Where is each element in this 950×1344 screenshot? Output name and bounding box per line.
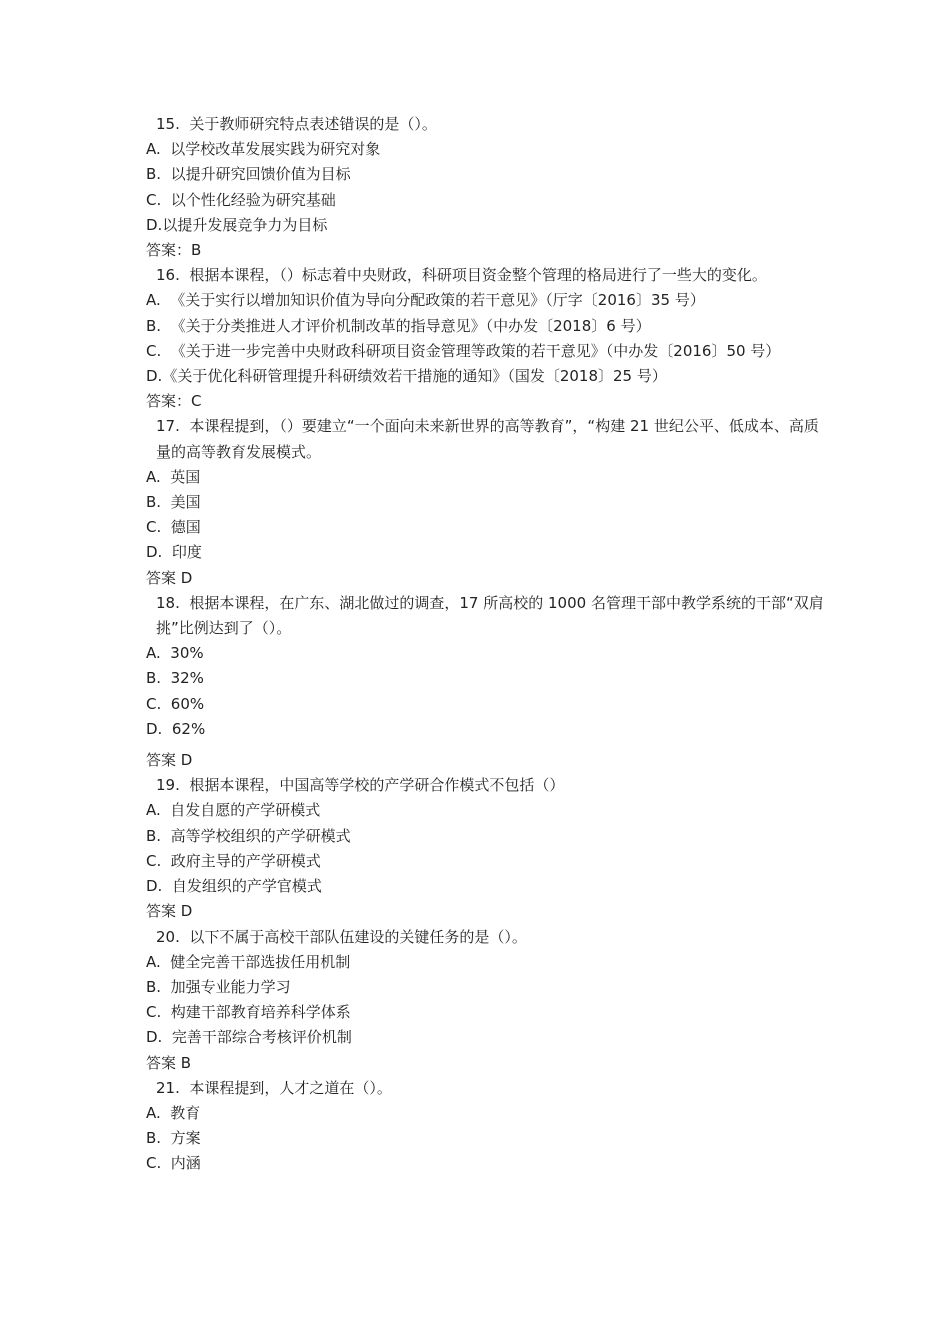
question-18-option-d: D. 62% bbox=[146, 719, 206, 738]
question-19-option-b: B. 高等学校组织的产学研模式 bbox=[146, 826, 351, 845]
question-16-option-b: B. 《关于分类推进人才评价机制改革的指导意见》（中办发〔2018〕6 号） bbox=[146, 316, 651, 335]
question-20-option-d: D. 完善干部综合考核评价机制 bbox=[146, 1028, 352, 1047]
question-16-answer: 答案：C bbox=[146, 392, 202, 411]
question-20-option-a: A. 健全完善干部选拔任用机制 bbox=[146, 952, 351, 971]
question-17-option-c: C. 德国 bbox=[146, 518, 201, 537]
question-15-option-b: B. 以提升研究回馈价值为目标 bbox=[146, 165, 351, 184]
question-21-option-c: C. 内涵 bbox=[146, 1154, 201, 1173]
question-20-answer: 答案 B bbox=[146, 1053, 192, 1072]
question-15-option-d: D.以提升发展竞争力为目标 bbox=[146, 215, 328, 234]
question-18-option-c: C. 60% bbox=[146, 694, 205, 713]
question-17-option-a: A. 英国 bbox=[146, 467, 201, 486]
question-18-option-a: A. 30% bbox=[146, 644, 204, 663]
question-21-option-a: A. 教育 bbox=[146, 1103, 201, 1122]
question-19-answer: 答案 D bbox=[146, 902, 193, 921]
question-19-option-a: A. 自发自愿的产学研模式 bbox=[146, 801, 321, 820]
question-17-answer: 答案 D bbox=[146, 568, 193, 587]
question-15-option-c: C. 以个性化经验为研究基础 bbox=[146, 190, 336, 209]
question-15-stem: 15. 关于教师研究特点表述错误的是（）。 bbox=[156, 115, 437, 133]
question-21-option-b: B. 方案 bbox=[146, 1129, 201, 1148]
question-17-stem: 17. 本课程提到，（）要建立“一个面向未来新世界的高等教育”，“构建 21 世纪公平、低成本、高质量的高等教育发展模式。 bbox=[156, 417, 819, 461]
question-19-option-c: C. 政府主导的产学研模式 bbox=[146, 851, 321, 870]
question-15-answer: 答案：B bbox=[146, 241, 202, 260]
question-21-stem: 21. 本课程提到，人才之道在（）。 bbox=[156, 1078, 392, 1097]
question-19-stem: 19. 根据本课程，中国高等学校的产学研合作模式不包括（） bbox=[156, 776, 565, 795]
question-20-option-b: B. 加强专业能力学习 bbox=[146, 977, 291, 996]
question-15-option-a: A. 以学校改革发展实践为研究对象 bbox=[146, 140, 381, 159]
document-body bbox=[146, 112, 826, 1177]
question-20-option-c: C. 构建干部教育培养科学体系 bbox=[146, 1003, 351, 1022]
question-18-answer: 答案 D bbox=[146, 751, 193, 770]
question-19-option-d: D. 自发组织的产学官模式 bbox=[146, 877, 322, 896]
question-17-option-d: D. 印度 bbox=[146, 543, 202, 562]
question-20-stem: 20. 以下不属于高校干部队伍建设的关键任务的是（）。 bbox=[156, 927, 527, 946]
question-16-stem: 16. 根据本课程，（）标志着中央财政，科研项目资金整个管理的格局进行了一些大的变化。 bbox=[156, 266, 767, 285]
question-18-stem: 18. 根据本课程，在广东、湖北做过的调查，17 所高校的 1000 名管理干部中教学系统的干部“双肩挑”比例达到了（）。 bbox=[156, 593, 824, 638]
question-17-option-b: B. 美国 bbox=[146, 493, 201, 512]
question-16-option-d: D.《关于优化科研管理提升科研绩效若干措施的通知》（国发〔2018〕25 号） bbox=[146, 367, 667, 386]
question-16-option-c: C. 《关于进一步完善中央财政科研项目资金管理等政策的若干意见》（中办发〔2016〕50 号） bbox=[146, 341, 781, 360]
question-18-option-b: B. 32% bbox=[146, 669, 204, 688]
question-16-option-a: A. 《关于实行以增加知识价值为导向分配政策的若干意见》（厅字〔2016〕35 号） bbox=[146, 291, 705, 310]
